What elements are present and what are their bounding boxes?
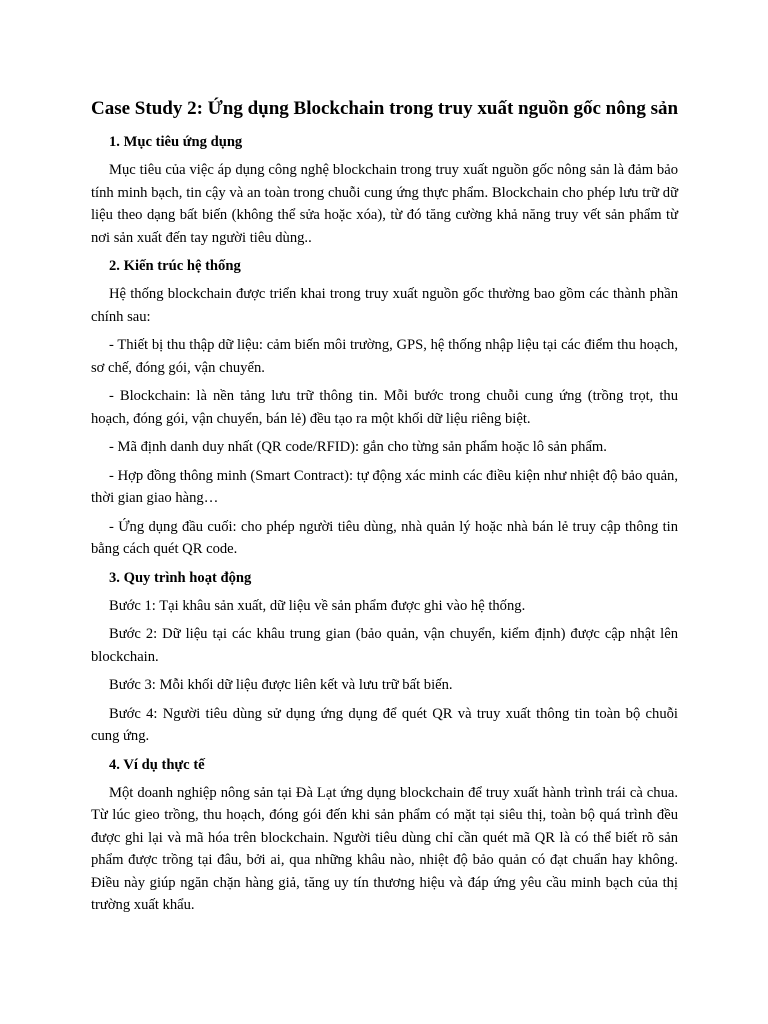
section-heading: 1. Mục tiêu ứng dụng bbox=[109, 134, 243, 150]
paragraph: Một doanh nghiệp nông sản tại Đà Lạt ứng dụng blockchain để truy xuất hành trình trái cà chua. Từ lúc gieo trồng, thu hoạch, đóng gói đến khi sản phẩm có mặt tại siêu thị, toàn bộ quá trình đều được ghi lại và mã hóa trên blockchain. Người tiêu dùng chỉ cần quét mã QR là có thể biết rõ sản phẩm được trồng tại đâu, bởi ai, qua những khâu nào, nhiệt độ bảo quản có đạt chuẩn hay không. Điều này giúp ngăn chặn hàng giả, tăng uy tín thương hiệu và đáp ứng yêu cầu minh bạch của thị trường xuất khẩu. bbox=[91, 784, 678, 913]
step-item: Bước 4: Người tiêu dùng sử dụng ứng dụng để quét QR và truy xuất thông tin toàn bộ chuỗi cung ứng. bbox=[91, 705, 678, 744]
step-item: Bước 3: Mỗi khối dữ liệu được liên kết và lưu trữ bất biến. bbox=[109, 677, 453, 693]
step-item: Bước 1: Tại khâu sản xuất, dữ liệu về sản phẩm được ghi vào hệ thống. bbox=[109, 597, 526, 614]
section-example bbox=[91, 754, 678, 917]
document-title: Case Study 2: Ứng dụng Blockchain trong truy xuất nguồn gốc nông sản bbox=[91, 98, 679, 119]
paragraph: Mục tiêu của việc áp dụng công nghệ blockchain trong truy xuất nguồn gốc nông sản là đảm bảo tính minh bạch, tin cậy và an toàn trong chuỗi cung ứng thực phẩm. Blockchain cho phép lưu trữ dữ liệu theo dạng bất biến (không thể sửa hoặc xóa), từ đó tăng cường khả năng truy vết sản phẩm từ nơi sản xuất đến tay người tiêu dùng.. bbox=[91, 162, 678, 246]
list-item: - Blockchain: là nền tảng lưu trữ thông tin. Mỗi bước trong chuỗi cung ứng (trồng trọt, thu hoạch, đóng gói, vận chuyển, bán lẻ) đều tạo ra một khối dữ liệu riêng biệt. bbox=[91, 388, 678, 427]
step-item: Bước 2: Dữ liệu tại các khâu trung gian (bảo quản, vận chuyển, kiểm định) được cập nhật lên blockchain. bbox=[91, 626, 678, 665]
list-item: - Ứng dụng đầu cuối: cho phép người tiêu dùng, nhà quản lý hoặc nhà bán lẻ truy cập thông tin bằng cách quét QR code. bbox=[91, 518, 678, 557]
section-heading: 4. Ví dụ thực tế bbox=[109, 756, 205, 773]
section-heading: 3. Quy trình hoạt động bbox=[109, 569, 252, 586]
section-objectives bbox=[91, 131, 678, 249]
list-item: - Mã định danh duy nhất (QR code/RFID): gắn cho từng sản phẩm hoặc lô sản phẩm. bbox=[109, 439, 607, 455]
section-heading: 2. Kiến trúc hệ thống bbox=[109, 258, 241, 274]
section-architecture bbox=[91, 255, 678, 561]
paragraph: Hệ thống blockchain được triển khai trong truy xuất nguồn gốc thường bao gồm các thành phần chính sau: bbox=[91, 286, 678, 325]
list-item: - Thiết bị thu thập dữ liệu: cảm biến môi trường, GPS, hệ thống nhập liệu tại các điểm thu hoạch, sơ chế, đóng gói, vận chuyển. bbox=[91, 337, 678, 376]
section-process bbox=[91, 567, 678, 748]
list-item: - Hợp đồng thông minh (Smart Contract): tự động xác minh các điều kiện như nhiệt độ bảo quản, thời gian giao hàng… bbox=[91, 467, 678, 506]
